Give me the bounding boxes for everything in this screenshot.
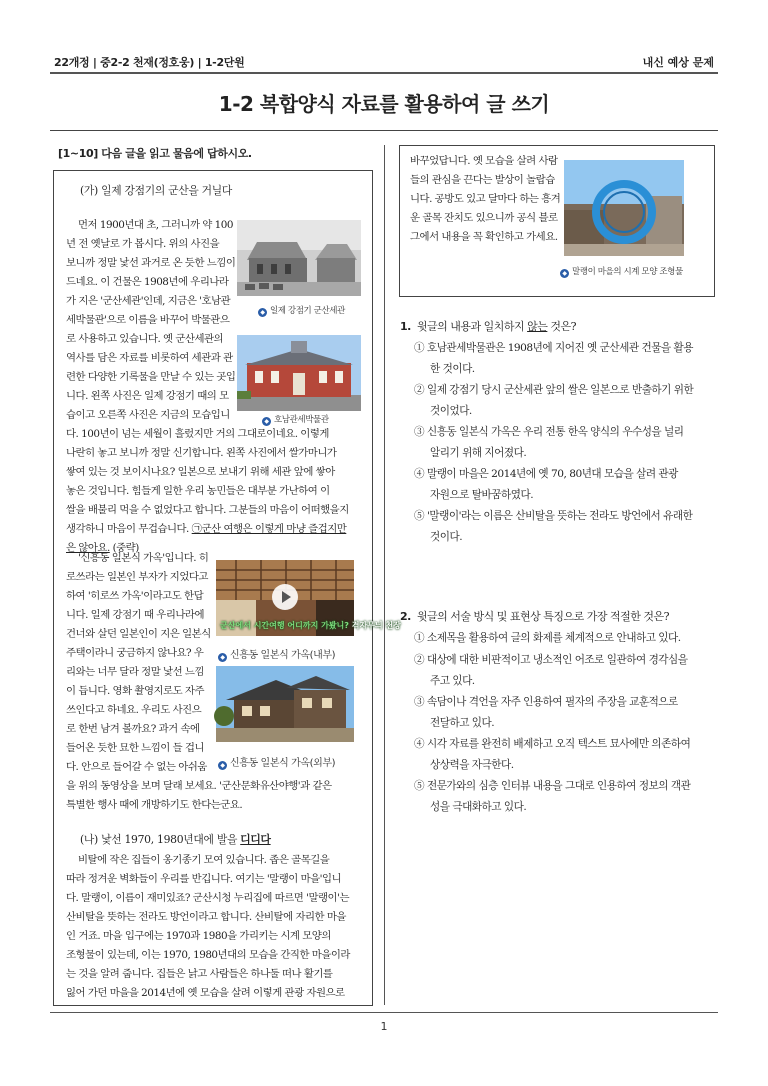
customs-museum-illustration: [237, 335, 361, 411]
passage-line: 나란히 놓고 보니까 정말 신기합니다. 왼쪽 사진에서 쌀가마니가: [66, 447, 337, 459]
page-header: [50, 48, 718, 72]
passage-block-2: [66, 425, 349, 558]
camera-icon: ◆: [218, 761, 227, 770]
option-text: ② 일제 강점기 당시 군산세관 앞의 쌀은 일본으로 반출하기 위한: [414, 384, 694, 396]
passage-line: 다. 안으로 들어갈 수 없는 아쉬움: [66, 761, 207, 773]
passage-line: [66, 520, 349, 539]
option-text-cont: 것이다.: [430, 531, 463, 543]
caption-text: 일제 강점기 군산세관: [270, 306, 345, 316]
passage-block-4: [66, 777, 332, 815]
instruction-text: [1~10] 다음 글을 읽고 물음에 답하시오.: [58, 147, 252, 160]
video-overlay-text: [220, 620, 401, 631]
question-2-option-3[interactable]: [414, 692, 678, 734]
house-exterior-illustration: [216, 666, 354, 742]
caption-clock: [560, 265, 683, 278]
passage-line: 보니까 정말 낯선 과거로 온 듯한 느낌이: [66, 257, 236, 269]
option-text: ③ 속담이나 격언을 자주 인용하여 필자의 주장을 교훈적으로: [414, 696, 678, 708]
passage-block-1: [66, 216, 235, 425]
video-house-interior[interactable]: [216, 560, 401, 636]
passage-line: 바꾸었답니다. 옛 모습을 살려 사람: [410, 155, 558, 167]
question-1-option-5[interactable]: [414, 506, 692, 548]
section-na-title: [80, 832, 271, 847]
title-divider: [50, 130, 718, 131]
passage-line: 년 전 옛날로 가 봅시다. 위의 사진을: [66, 238, 220, 250]
question-emphasis: 않는: [527, 320, 548, 333]
camera-icon: ◆: [262, 417, 271, 426]
photo-clock-sculpture: [564, 160, 684, 256]
passage-line: 니다. 왼쪽 사진은 일제 강점기 때의 모: [66, 390, 229, 402]
option-text: ⑤ '말랭이'라는 이름은 산비탈을 뜻하는 전라도 방언에서 유래한: [414, 510, 693, 522]
header-divider: [50, 72, 718, 74]
customs-old-illustration: [237, 220, 361, 296]
header-course-info: 22개정 | 중2-2 천재(정호웅) | 1-2단원: [54, 56, 245, 69]
passage-line: 로 사용하고 있습니다. 옛 군산세관의: [66, 333, 224, 345]
caption-house-outside: [218, 754, 335, 770]
passage-line: 먼저 1900년대 초, 그러니까 약 100: [78, 219, 233, 231]
option-text-cont: 상상력을 자극한다.: [430, 759, 514, 771]
option-text-cont: 전달하고 있다.: [430, 717, 495, 729]
option-text: ④ 시각 자료를 완전히 배제하고 오직 텍스트 묘사에만 의존하여: [414, 738, 691, 750]
option-text: ④ 말랭이 마을은 2014년에 옛 70, 80년대 모습을 살려 관광: [414, 468, 678, 480]
column-divider: [384, 145, 385, 1005]
passage-line: 하여 '히로쓰 가옥'이라고도 한답: [66, 590, 204, 602]
caption-text: 신흥동 일본식 가옥(외부): [230, 758, 336, 769]
passage-block-3: [66, 549, 211, 777]
question-2-option-4[interactable]: [414, 734, 690, 776]
underlined-sentence-b: 은 않아요.: [66, 542, 110, 554]
passage-line: 잃어 가던 마을을 2014년에 옛 모습을 살려 이렇게 관광 자원으로: [66, 987, 345, 999]
passage-right-block: [410, 152, 560, 247]
question-1-option-4[interactable]: [414, 464, 678, 506]
camera-icon: ◆: [258, 308, 267, 317]
play-icon[interactable]: [272, 584, 298, 610]
option-text: ② 대상에 대한 비판적이고 냉소적인 어조로 일관하여 경각심을: [414, 654, 688, 666]
passage-line: 련한 다양한 기록물을 만날 수 있는 곳입: [66, 371, 236, 383]
section-ga-title: (가) 일제 강점기의 군산을 거닐다: [80, 184, 233, 197]
passage-line: 비탈에 작은 집들이 옹기종기 모여 있습니다. 좁은 골목길을: [78, 854, 330, 866]
ellipsis-text: (중략): [112, 542, 139, 554]
question-1-option-3[interactable]: [414, 422, 684, 464]
page-number: 1: [380, 1020, 388, 1033]
passage-line: 쌀을 배불리 먹을 수 없었다고 합니다. 그분들의 마음이 어떠했을지: [66, 504, 349, 516]
passage-line: 을 위의 동영상을 보며 달래 보세요. '군산문화유산야행'과 같은: [66, 780, 332, 792]
passage-line: 니다. 공방도 있고 달마다 하는 흥겨: [410, 193, 561, 205]
caption-customs-old: [258, 304, 345, 317]
passage-line: 가 지은 '군산세관'인데, 지금은 '호남관: [66, 295, 231, 307]
passage-line: 들어온 듯한 묘한 느낌이 들 겁니: [66, 742, 204, 754]
passage-line: 는 것을 알려 줍니다. 집들은 낡고 사람들은 하나둘 떠나 활기를: [66, 968, 333, 980]
passage-line: 드네요. 이 건물은 1908년에 우리나라: [66, 276, 229, 288]
question-text: 윗글의 서술 방식 및 표현상 특징으로 가장 적절한 것은?: [416, 610, 669, 623]
passage-line: 특별한 행사 때에 개방하기도 한다는군요.: [66, 799, 243, 811]
camera-icon: ◆: [560, 269, 569, 278]
question-2-option-2[interactable]: [414, 650, 688, 692]
option-text-cont: 자원으로 탈바꿈하였다.: [430, 489, 534, 501]
page-title: 1-2 복합양식 자료를 활용하여 글 쓰기: [218, 92, 550, 116]
caption-text: 호남관세박물관: [274, 415, 329, 425]
question-1-stem: [400, 318, 576, 334]
passage-line: 운 골목 잔치도 있으니까 공식 블로: [410, 212, 558, 224]
question-2-stem: [400, 608, 669, 624]
option-text: ① 호남관세박물관은 1908년에 지어진 옛 군산세관 건물을 활용: [414, 342, 693, 354]
passage-block-5: [66, 851, 350, 1003]
passage-line: 역사를 담은 자료를 비롯하여 세관과 관: [66, 352, 233, 364]
option-text-cont: 주고 있다.: [430, 675, 475, 687]
caption-text: 신흥동 일본식 가옥(내부): [230, 650, 336, 661]
photo-customs-old: [237, 220, 361, 296]
passage-line: 따라 정겨운 벽화들이 우리를 반깁니다. 여기는 '말랭이 마을'입니: [66, 873, 342, 885]
option-text-cont: 알리기 위해 지어졌다.: [430, 447, 527, 459]
passage-line: 들의 관심을 끈다는 발상이 놀랍습: [410, 174, 555, 186]
question-1-option-1[interactable]: [414, 338, 693, 380]
question-text: 윗글의 내용과 일치하지: [416, 320, 528, 333]
passage-line: 조형물이 있는데, 이는 1970, 1980년대의 모습을 간직한 마을이라: [66, 949, 350, 961]
passage-line: 로쓰라는 일본인 부자가 지었다고: [66, 571, 208, 583]
passage-line: 산비탈을 뜻하는 전라도 방언이라고 합니다. 산비탈에 자리한 마을: [66, 911, 346, 923]
passage-line: 로 한번 남겨 볼까요? 과거 속에: [66, 723, 200, 735]
header-exam-label: 내신 예상 문제: [642, 56, 714, 69]
caption-house-inside: [218, 646, 335, 662]
option-text: ⑤ 전문가와의 심층 인터뷰 내용을 그대로 인용하여 정보의 객관: [414, 780, 691, 792]
question-1-option-2[interactable]: [414, 380, 693, 422]
option-text-cont: 것이었다.: [430, 405, 472, 417]
option-text: ③ 신흥동 일본식 가옥은 우리 전통 한옥 양식의 우수성을 널리: [414, 426, 684, 438]
clock-sculpture-illustration: [564, 160, 684, 256]
section-na-title-text: (나) 낯선 1970, 1980년대에 발을: [80, 833, 238, 846]
passage-line: 쓰인다고 하네요. 우리도 사진으: [66, 704, 202, 716]
question-text-end: 것은?: [547, 320, 577, 333]
passage-line: 그에서 내용을 꼭 확인하고 가세요.: [410, 231, 558, 243]
passage-line: 쌓여 있는 것 보이시나요? 일본으로 보내기 위해 세관 앞에 쌓아: [66, 466, 335, 478]
passage-line: 주택이라니 궁금하지 않나요? 우: [66, 647, 204, 659]
section-na-emphasis: 디디다: [240, 833, 271, 846]
question-number: 2.: [400, 610, 411, 623]
photo-house-exterior: [216, 666, 354, 742]
passage-line: 다. 100년이 넘는 세월이 흘렀지만 거의 그대로이네요. 이렇게: [66, 428, 329, 440]
option-text-cont: 성을 극대화하고 있다.: [430, 801, 527, 813]
passage-line: 건너와 살던 일본인이 지은 일본식: [66, 628, 211, 640]
passage-line: 놓은 것입니다. 힘들게 일한 우리 농민들은 대부분 가난하여 이: [66, 485, 330, 497]
passage-line: 리와는 너무 달라 정말 낯선 느낌: [66, 666, 204, 678]
passage-line: 다. 말랭이, 이름이 재미있죠? 군산시청 누리집에 따르면 '말랭이'는: [66, 892, 349, 904]
question-2-option-1[interactable]: [414, 628, 681, 649]
passage-line: '신흥동 일본식 가옥'입니다. 히: [78, 552, 209, 564]
underlined-sentence-a: ㉠군산 여행은 이렇게 마냥 즐겁지만: [191, 523, 347, 535]
passage-text: 생각하니 마음이 무겁습니다.: [66, 523, 189, 535]
question-number: 1.: [400, 320, 411, 333]
question-2-option-5[interactable]: [414, 776, 690, 818]
passage-line: 이 듭니다. 영화 촬영지로도 자주: [66, 685, 204, 697]
passage-line: 인 거죠. 마을 입구에는 1970과 1980을 가리키는 시계 모양의: [66, 930, 331, 942]
passage-line: 니다. 일제 강점기 때 우리나라에: [66, 609, 204, 621]
photo-customs-museum: [237, 335, 361, 411]
video-title: 군산에서 시간여행 어디까지 가봤니?: [220, 621, 349, 630]
camera-icon: ◆: [218, 653, 227, 662]
passage-line: 습이고 오른쪽 사진은 지금의 모습입니: [66, 409, 230, 421]
footer-divider: [50, 1012, 718, 1013]
option-text-cont: 한 것이다.: [430, 363, 475, 375]
caption-text: 말랭이 마을의 시계 모양 조형물: [572, 267, 683, 277]
option-text: ① 소제목을 활용하여 글의 화제를 체계적으로 안내하고 있다.: [414, 632, 681, 644]
video-subtitle: 격자무늬 천장: [351, 621, 401, 630]
passage-line: 세박물관'으로 이름을 바꾸어 박물관으: [66, 314, 230, 326]
